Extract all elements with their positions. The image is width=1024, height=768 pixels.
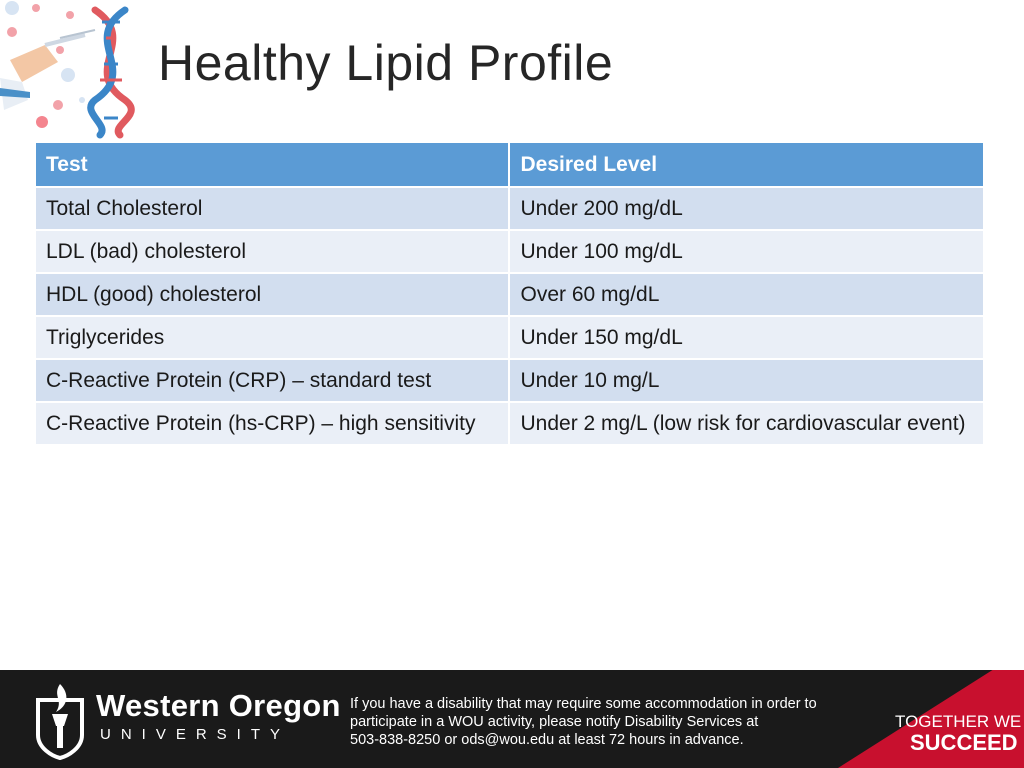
table-row bbox=[36, 231, 983, 274]
test-cell: C-Reactive Protein (CRP) – standard test bbox=[36, 360, 508, 403]
footer-banner bbox=[0, 670, 1024, 768]
test-cell: C-Reactive Protein (hs-CRP) – high sensitivity bbox=[36, 403, 508, 446]
column-header-test: Test bbox=[36, 143, 508, 188]
desired-level-cell: Under 10 mg/L bbox=[508, 360, 983, 403]
test-cell: Total Cholesterol bbox=[36, 188, 508, 231]
table-row bbox=[36, 317, 983, 360]
lipid-profile-table bbox=[36, 143, 983, 446]
table-row bbox=[36, 403, 983, 446]
table-header-row bbox=[36, 143, 983, 188]
test-cell: Triglycerides bbox=[36, 317, 508, 360]
desired-level-cell: Under 2 mg/L (low risk for cardiovascular event) bbox=[508, 403, 983, 446]
notice-line: participate in a WOU activity, please notify Disability Services at bbox=[350, 714, 759, 730]
university-name: Western Oregon bbox=[96, 688, 341, 723]
test-cell: HDL (good) cholesterol bbox=[36, 274, 508, 317]
desired-level-cell: Under 100 mg/dL bbox=[508, 231, 983, 274]
table-row bbox=[36, 360, 983, 403]
slogan-line-1: TOGETHER WE bbox=[895, 712, 1022, 731]
notice-line: 503-838-8250 or ods@wou.edu at least 72 hours in advance. bbox=[350, 732, 744, 748]
slogan-line-2: SUCCEED bbox=[910, 730, 1018, 755]
test-cell: LDL (bad) cholesterol bbox=[36, 231, 508, 274]
dna-helix-icon bbox=[91, 10, 132, 135]
notice-line: If you have a disability that may require some accommodation in order to bbox=[350, 696, 817, 712]
dna-science-illustration bbox=[0, 0, 160, 140]
table-row bbox=[36, 274, 983, 317]
desired-level-cell: Over 60 mg/dL bbox=[508, 274, 983, 317]
torch-logo-icon bbox=[30, 680, 90, 760]
disability-notice bbox=[350, 695, 840, 749]
table-row bbox=[36, 188, 983, 231]
column-header-desired-level: Desired Level bbox=[508, 143, 983, 188]
desired-level-cell: Under 200 mg/dL bbox=[508, 188, 983, 231]
desired-level-cell: Under 150 mg/dL bbox=[508, 317, 983, 360]
slide-title: Healthy Lipid Profile bbox=[158, 35, 614, 91]
university-subtitle: UNIVERSITY bbox=[100, 726, 291, 743]
